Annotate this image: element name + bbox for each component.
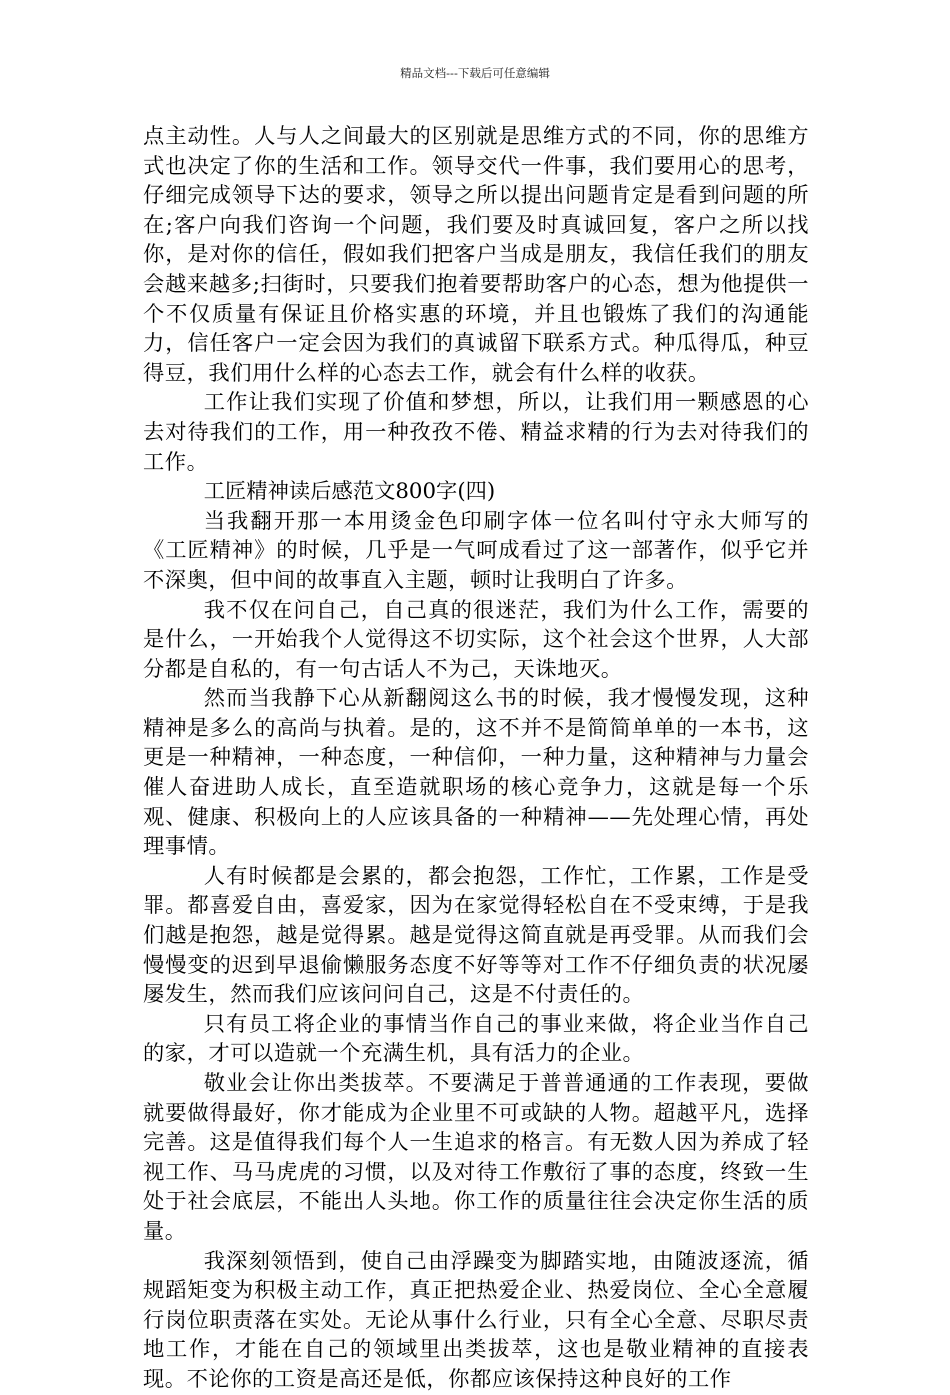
paragraph: 我不仅在问自己，自己真的很迷茫，我们为什么工作，需要的是什么，一开始我个人觉得这不切实际，这个社会这个世界，人大部分都是自私的，有一句古话人不为己，天诛地灭。: [143, 597, 809, 682]
document-body: [143, 122, 809, 1395]
paragraph: 只有员工将企业的事情当作自己的事业来做，将企业当作自己的家，才可以造就一个充满生机，具有活力的企业。: [143, 1011, 809, 1067]
paragraph-continuation: 点主动性。人与人之间最大的区别就是思维方式的不同，你的思维方式也决定了你的生活和工作。领导交代一件事，我们要用心的思考，仔细完成领导下达的要求，领导之所以提出问题肯定是看到问题的所在;客户向我们咨询一个问题，我们要及时真诚回复，客户之所以找你，是对你的信任，假如我们把客户当成是朋友，我信任我们的朋友会越来越多;扫街时，只要我们抱着要帮助客户的心态，想为他提供一个不仅质量有保证且价格实惠的环境，并且也锻炼了我们的沟通能力，信任客户一定会因为我们的真诚留下联系方式。种瓜得瓜，种豆得豆，我们用什么样的心态去工作，就会有什么样的收获。: [143, 124, 809, 386]
paragraph: 当我翻开那一本用烫金色印刷字体一位名叫付守永大师写的《工匠精神》的时候，几乎是一气呵成看过了这一部著作，似乎它并不深奥，但中间的故事直入主题，顿时让我明白了许多。: [143, 508, 809, 593]
paragraph: 然而当我静下心从新翻阅这么书的时候，我才慢慢发现，这种精神是多么的高尚与执着。是的，这不并不是简简单单的一本书，这更是一种精神，一种态度，一种信仰，一种力量，这种精神与力量会催人奋进助人成长，直至造就职场的核心竞争力，这就是每一个乐观、健康、积极向上的人应该具备的一种精神——先处理心情，再处理事情。: [143, 686, 809, 860]
paragraph: 敬业会让你出类拔萃。不要满足于普普通通的工作表现，要做就要做得最好，你才能成为企业里不可或缺的人物。超越平凡，选择完善。这是值得我们每个人一生追求的格言。有无数人因为养成了轻视工作、马马虎虎的习惯，以及对待工作敷衍了事的态度，终致一生处于社会底层，不能出人头地。你工作的质量往往会决定你生活的质量。: [143, 1071, 809, 1244]
section-heading: 工匠精神读后感范文800字(四): [203, 479, 496, 505]
paragraph: 我深刻领悟到，使自己由浮躁变为脚踏实地，由随波逐流，循规蹈矩变为积极主动工作，真正把热爱企业、热爱岗位、全心全意履行岗位职责落在实处。无论从事什么行业，只有全心全意、尽职尽责地工作，才能在自己的领域里出类拔萃，这也是敬业精神的直接表现。不论你的工资是高还是低，你都应该保持这种良好的工作: [143, 1248, 809, 1392]
paragraph: 工作让我们实现了价值和梦想，所以，让我们用一颗感恩的心去对待我们的工作，用一种孜孜不倦、精益求精的行为去对待我们的工作。: [143, 390, 809, 475]
page-header: 精品文档---下载后可任意编辑: [400, 66, 550, 80]
paragraph: 人有时候都是会累的，都会抱怨，工作忙，工作累，工作是受罪。都喜爱自由，喜爱家，因为在家觉得轻松自在不受束缚，于是我们越是抱怨，越是觉得累。越是觉得这简直就是再受罪。从而我们会慢慢变的迟到早退偷懒服务态度不好等等对工作不仔细负责的状况屡屡发生，然而我们应该问问自己，这是不付责任的。: [143, 863, 809, 1008]
